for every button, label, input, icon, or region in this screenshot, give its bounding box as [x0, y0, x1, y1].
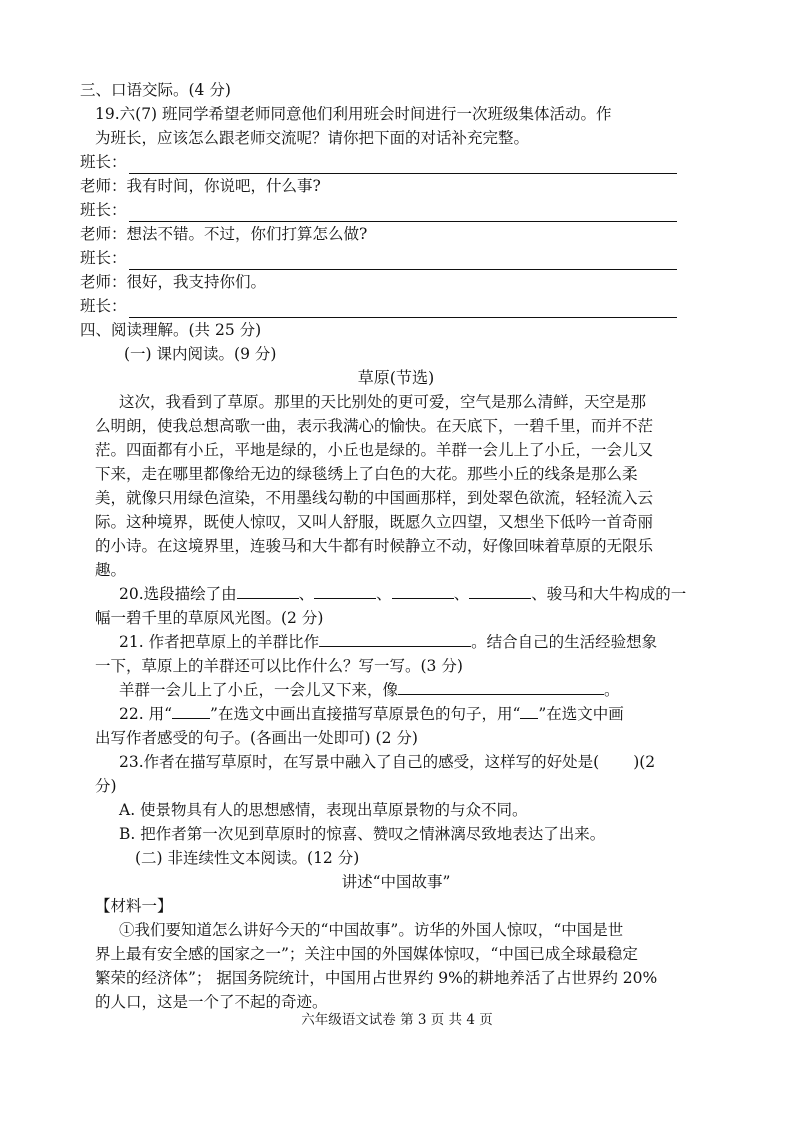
- passage-title: 草原(节选): [357, 368, 435, 387]
- section3-heading: 三、口语交际。(4 分): [80, 81, 231, 99]
- dialog-line: [80, 270, 712, 294]
- q21-prefix: 21. 作者把草原上的羊群比作: [119, 633, 320, 651]
- answer-blank[interactable]: [392, 582, 454, 599]
- part2-heading: (二) 非连续性文本阅读。(12 分): [135, 849, 360, 867]
- q21-line3: [80, 678, 712, 702]
- dialog-speaker: 班长：: [80, 153, 127, 171]
- q20-prefix: 20.选段描绘了由: [119, 585, 237, 603]
- part1-heading: (一) 课内阅读。(9 分): [124, 345, 277, 363]
- q22-prefix: 22. 用“: [119, 705, 173, 723]
- dialog-line: [80, 294, 712, 318]
- passage-line: 际。这种境界，既使人惊叹，又叫人舒服，既愿久立四望，又想坐下低吟一首奇丽: [95, 513, 654, 531]
- q22-line2: 出写作者感受的句子。(各画出一处即可) (2 分): [95, 729, 418, 747]
- answer-blank[interactable]: [319, 630, 471, 647]
- answer-blank[interactable]: [129, 252, 677, 270]
- material1-line: 界上最有安全感的国家之一”；关注中国的外国媒体惊叹，“中国已成全球最稳定: [95, 945, 638, 963]
- material1-line: ①我们要知道怎么讲好今天的“中国故事”。访华的外国人惊叹，“中国是世: [119, 921, 624, 939]
- q23-line1: [80, 750, 712, 774]
- dialog-speaker: 老师：: [80, 273, 127, 291]
- dialog-text: 很好，我支持你们。: [126, 273, 267, 291]
- answer-blank[interactable]: [129, 300, 677, 318]
- dialog-line: [80, 150, 712, 174]
- q23-prefix: 23.作者在描写草原时，在写景中融入了自己的感受，这样写的好处是(: [119, 753, 600, 771]
- q20-line1: [80, 582, 712, 606]
- passage-line: 下来，走在哪里都像给无边的绿毯绣上了白色的大花。那些小丘的线条是那么柔: [95, 465, 638, 483]
- answer-blank[interactable]: [398, 678, 604, 695]
- q23-line2: 分): [95, 777, 117, 795]
- separator: 、: [298, 585, 315, 603]
- q23-suffix: )(2: [633, 753, 656, 771]
- dialog-speaker: 班长：: [80, 249, 127, 267]
- answer-blank[interactable]: [129, 156, 677, 174]
- q21-suffix: 。结合自己的生活经验想象: [471, 633, 658, 651]
- dialog-speaker: 班长：: [80, 201, 127, 219]
- dialog-line: [80, 246, 712, 270]
- q20-line2: 幅一碧千里的草原风光图。(2 分): [95, 609, 324, 627]
- passage-line: 美，就像只用绿色渲染，不用墨线勾勒的中国画那样，到处翠色欲流，轻轻流入云: [95, 489, 654, 507]
- material1-line: 的人口，这是一个了不起的奇迹。: [95, 993, 328, 1011]
- q23-option-a: A. 使景物具有人的思想感情，表现出草原景物的与众不同。: [119, 801, 528, 819]
- q21-line2: 一下，草原上的羊群还可以比作什么？写一写。(3 分): [95, 657, 463, 675]
- dialog-speaker: 班长：: [80, 297, 127, 315]
- q21-line3-suffix: 。: [604, 681, 620, 699]
- passage-line: 趣。: [95, 561, 127, 579]
- straight-line-mark: [172, 702, 210, 719]
- separator: 、: [376, 585, 392, 603]
- dialog-line: [80, 222, 712, 246]
- q19-line2: 为班长，应该怎么跟老师交流呢？请你把下面的对话补充完整。: [95, 129, 530, 147]
- dialog-line: [80, 174, 712, 198]
- q21-line3-prefix: 羊群一会儿上了小丘，一会儿又下来，像: [119, 681, 399, 699]
- q22-mid: ”在选文中画出直接描写草原景色的句子，用“: [210, 705, 521, 723]
- answer-blank[interactable]: [129, 204, 677, 222]
- q20-suffix: 、骏马和大牛构成的一: [531, 585, 687, 603]
- q22-suffix: ”在选文中画: [538, 705, 624, 723]
- q21-line1: [80, 630, 712, 654]
- answer-blank[interactable]: [314, 582, 376, 599]
- separator: 、: [453, 585, 470, 603]
- q19-line1: 19.六(7) 班同学希望老师同意他们利用班会时间进行一次班级集体活动。作: [95, 105, 612, 123]
- dialog-text: 想法不错。不过，你们打算怎么做?: [126, 225, 368, 243]
- exam-page: [80, 78, 712, 1014]
- q23-option-b: B. 把作者第一次见到草原时的惊喜、赞叹之情淋漓尽致地表达了出来。: [119, 825, 606, 843]
- material1-label: 【材料一】: [95, 897, 173, 915]
- part2-title: 讲述“中国故事”: [341, 873, 451, 891]
- passage-line: 么明朗，使我总想高歌一曲，表示我满心的愉快。在天底下，一碧千里，而并不茫: [95, 417, 654, 435]
- straight-line-mark: [520, 702, 538, 719]
- section4-heading: 四、阅读理解。(共 25 分): [80, 321, 262, 339]
- passage-line: 的小诗。在这境界里，连骏马和大牛都有时候静立不动，好像回味着草原的无限乐: [95, 537, 654, 555]
- dialog-speaker: 老师：: [80, 225, 127, 243]
- dialog-line: [80, 198, 712, 222]
- answer-blank[interactable]: [237, 582, 299, 599]
- passage-line: 这次，我看到了草原。那里的天比别处的更可爱，空气是那么清鲜，天空是那: [119, 393, 647, 411]
- dialog-speaker: 老师：: [80, 177, 127, 195]
- passage-line: 茫。四面都有小丘，平地是绿的，小丘也是绿的。羊群一会儿上了小丘，一会儿又: [95, 441, 654, 459]
- page-footer: 六年级语文试卷 第 3 页 共 4 页: [301, 1012, 493, 1028]
- q22-line1: [80, 702, 712, 726]
- answer-blank[interactable]: [469, 582, 531, 599]
- material1-line: 繁荣的经济体”； 据国务院统计，中国用占世界约 9%的耕地养活了占世界约 20%: [95, 969, 658, 987]
- dialog-text: 我有时间，你说吧，什么事?: [126, 177, 321, 195]
